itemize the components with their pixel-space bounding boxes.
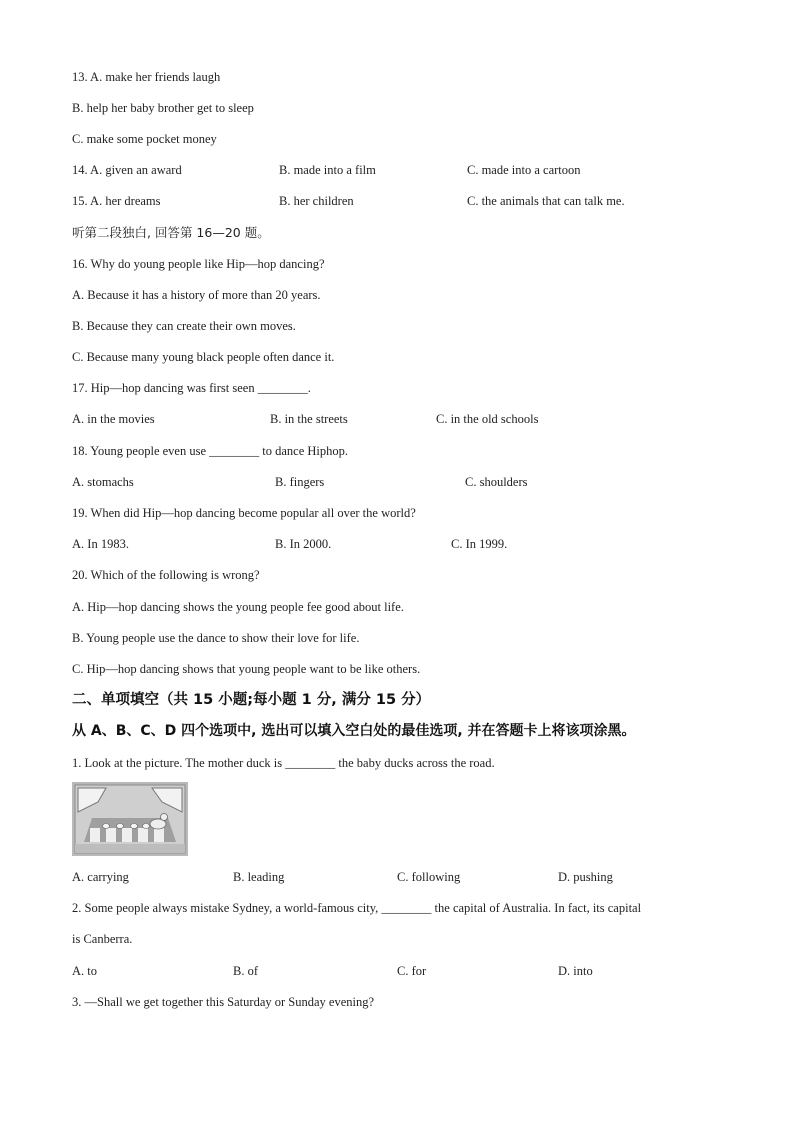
section-title-single-choice: 二、单项填空（共 15 小题;每小题 1 分, 满分 15 分） xyxy=(72,692,431,708)
q17-option-c: C. in the old schools xyxy=(436,412,539,426)
q17-option-b: B. in the streets xyxy=(270,412,348,426)
q14-option-a: 14. A. given an award xyxy=(72,163,182,177)
q16-option-a: A. Because it has a history of more than 20 years. xyxy=(72,288,321,302)
q18-option-a: A. stomachs xyxy=(72,475,134,489)
q15-option-c: C. the animals that can talk me. xyxy=(467,194,625,208)
q20-stem: 20. Which of the following is wrong? xyxy=(72,568,260,582)
q15-option-a: 15. A. her dreams xyxy=(72,194,161,208)
q19-stem: 19. When did Hip—hop dancing become popular all over the world? xyxy=(72,506,416,520)
p2-q2-option-d: D. into xyxy=(558,964,593,978)
q13-option-a: 13. A. make her friends laugh xyxy=(72,70,221,84)
p2-q3-stem: 3. —Shall we get together this Saturday or Sunday evening? xyxy=(72,995,375,1009)
q13-option-b: B. help her baby brother get to sleep xyxy=(72,101,254,115)
p2-q2-stem-line1: 2. Some people always mistake Sydney, a world-famous city, ________ the capital of Australia. In fact, its capital xyxy=(72,901,642,915)
p2-q2-option-a: A. to xyxy=(72,964,97,978)
p2-q2-stem-line2: is Canberra. xyxy=(72,932,133,946)
q17-option-a: A. in the movies xyxy=(72,412,155,426)
q19-option-a: A. In 1983. xyxy=(72,537,129,551)
q14-option-b: B. made into a film xyxy=(279,163,376,177)
p2-q2-option-c: C. for xyxy=(397,964,427,978)
q16-option-c: C. Because many young black people often dance it. xyxy=(72,350,335,364)
q16-option-b: B. Because they can create their own moves. xyxy=(72,319,296,333)
q20-option-b: B. Young people use the dance to show their love for life. xyxy=(72,631,360,645)
p2-q1-option-b: B. leading xyxy=(233,870,285,884)
p2-q1-option-d: D. pushing xyxy=(558,870,613,884)
q13-option-c: C. make some pocket money xyxy=(72,132,217,146)
q16-stem: 16. Why do young people like Hip—hop dancing? xyxy=(72,257,325,271)
listening-section2-intro: 听第二段独白, 回答第 16—20 题。 xyxy=(72,225,270,240)
p2-q1-option-a: A. carrying xyxy=(72,870,129,884)
q17-stem: 17. Hip—hop dancing was first seen ________. xyxy=(72,381,311,395)
section-instruction: 从 A、B、C、D 四个选项中, 选出可以填入空白处的最佳选项, 并在答题卡上将该项涂黑。 xyxy=(72,723,636,739)
duck-crossing-picture xyxy=(72,782,188,856)
p2-q1-stem: 1. Look at the picture. The mother duck is ________ the baby ducks across the road. xyxy=(72,756,495,770)
q20-option-a: A. Hip—hop dancing shows the young people fee good about life. xyxy=(72,600,404,614)
p2-q1-option-c: C. following xyxy=(397,870,461,884)
q14-option-c: C. made into a cartoon xyxy=(467,163,581,177)
q18-option-c: C. shoulders xyxy=(465,475,528,489)
q18-option-b: B. fingers xyxy=(275,475,325,489)
q15-option-b: B. her children xyxy=(279,194,354,208)
q19-option-b: B. In 2000. xyxy=(275,537,332,551)
q19-option-c: C. In 1999. xyxy=(451,537,508,551)
q20-option-c: C. Hip—hop dancing shows that young people want to be like others. xyxy=(72,662,421,676)
q18-stem: 18. Young people even use ________ to dance Hiphop. xyxy=(72,444,349,458)
p2-q2-option-b: B. of xyxy=(233,964,258,978)
